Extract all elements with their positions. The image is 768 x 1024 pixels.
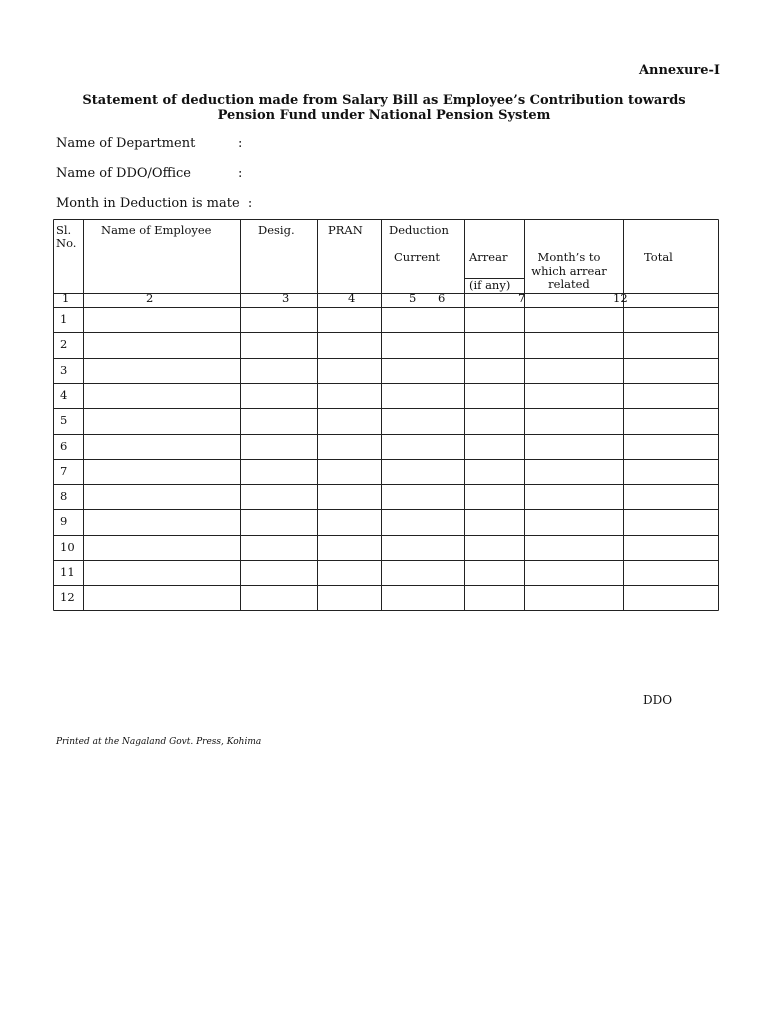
row-serial-number: 6 xyxy=(60,438,68,453)
department-field xyxy=(56,136,243,151)
annexure-label: Annexure-I xyxy=(638,63,720,78)
header-desig: Desig. xyxy=(258,223,295,237)
title-line-1: Statement of deduction made from Salary Bill as Employee’s Contribution towards xyxy=(82,93,686,108)
table-grid-lines xyxy=(53,219,719,611)
column-number-7: 7 xyxy=(518,291,526,305)
month-colon: : xyxy=(247,196,253,211)
row-serial-number: 3 xyxy=(60,362,68,377)
deduction-table xyxy=(53,219,719,611)
month-field xyxy=(56,196,252,211)
ddo-office-colon: : xyxy=(238,166,243,181)
header-months-to: Month’s to xyxy=(537,250,601,264)
row-serial-number: 12 xyxy=(60,590,75,605)
printer-footer: Printed at the Nagaland Govt. Press, Kohima xyxy=(56,737,262,747)
row-serial-number: 8 xyxy=(60,489,68,504)
row-serial-number: 7 xyxy=(60,463,68,478)
row-serial-number: 1 xyxy=(60,312,68,326)
ddo-signature-label: DDO xyxy=(643,693,673,707)
header-pran: PRAN xyxy=(328,223,363,237)
header-current: Current xyxy=(394,250,441,264)
header-arrear: Arrear xyxy=(469,250,508,264)
header-name-of-employee: Name of Employee xyxy=(101,223,212,237)
ddo-office-label: Name of DDO/Office xyxy=(56,166,191,181)
row-serial-number: 4 xyxy=(60,387,68,402)
header-sl: Sl. xyxy=(56,223,72,237)
column-number-5: 5 xyxy=(409,291,417,305)
row-serial-number: 2 xyxy=(60,337,68,352)
title-line-2: Pension Fund under National Pension System xyxy=(217,108,551,123)
department-label: Name of Department xyxy=(56,136,196,151)
ddo-office-field xyxy=(56,166,243,181)
header-total: Total xyxy=(644,250,673,264)
row-serial-number: 5 xyxy=(60,413,68,428)
header-which-arrear: which arrear xyxy=(531,264,607,278)
header-if-any: (if any) xyxy=(469,278,511,292)
department-colon: : xyxy=(238,136,243,151)
document-title xyxy=(0,93,768,123)
header-deduction: Deduction xyxy=(389,223,449,237)
column-number-1: 1 xyxy=(62,291,70,305)
header-no: No. xyxy=(56,236,77,250)
header-related: related xyxy=(548,277,590,291)
column-number-12: 12 xyxy=(613,291,628,305)
column-number-6: 6 xyxy=(438,291,446,305)
column-number-2: 2 xyxy=(146,291,154,305)
month-label: Month in Deduction is mate xyxy=(56,196,240,211)
row-serial-number: 11 xyxy=(60,565,75,579)
column-number-4: 4 xyxy=(348,291,356,305)
row-serial-number: 10 xyxy=(60,539,75,554)
column-number-3: 3 xyxy=(282,291,290,305)
row-serial-number: 9 xyxy=(60,514,68,529)
